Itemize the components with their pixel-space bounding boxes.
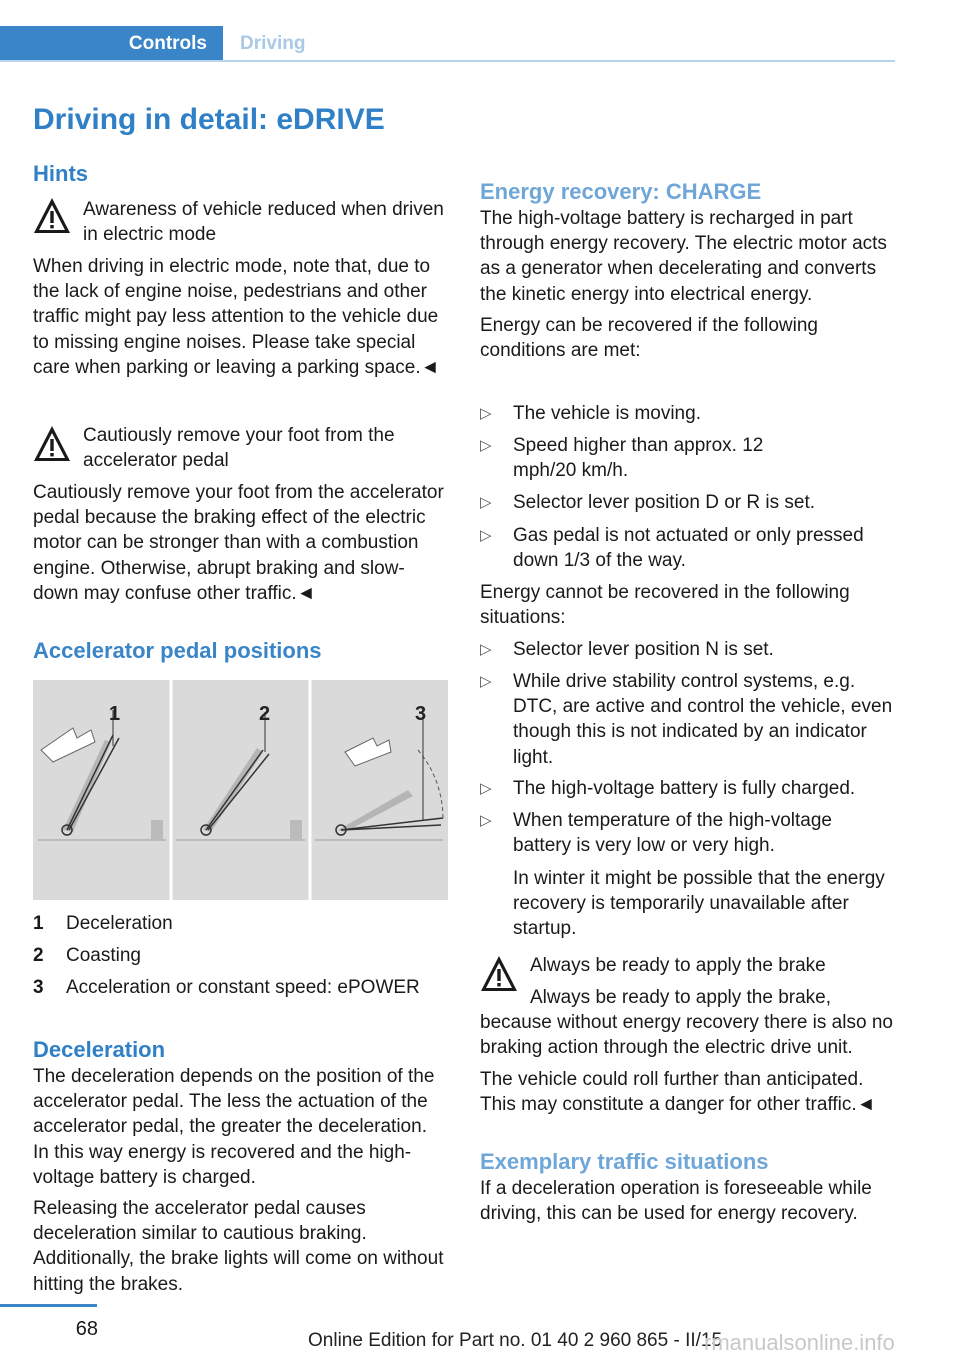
deceleration-heading: Deceleration xyxy=(33,1037,166,1062)
figure-label-2: 2 xyxy=(259,703,271,725)
tab-driving[interactable]: Driving xyxy=(240,33,306,54)
footer-rule xyxy=(0,1304,97,1307)
traffic-paragraph: If a deceleration operation is foreseeable while driving, this can be used for energy recovery. xyxy=(480,1178,872,1225)
traffic-heading: Exemplary traffic situations xyxy=(480,1149,769,1174)
deceleration-paragraph: Releasing the accelerator pedal causes deceleration similar to cautious braking. Additionally, the brake lights will come on without hitting the brakes. xyxy=(33,1198,444,1295)
figure-label-1: 1 xyxy=(109,703,121,725)
warning-triangle-icon xyxy=(32,196,72,236)
watermark: rmanualsonline.info xyxy=(704,1330,895,1355)
charge-heading: Energy recovery: CHARGE xyxy=(480,179,762,204)
charge-paragraph: Energy can be recovered if the following conditions are met: xyxy=(480,314,818,362)
page-title: Driving in detail: eDRIVE xyxy=(33,103,385,136)
header-rule xyxy=(0,60,895,62)
pedal-heading: Accelerator pedal positions xyxy=(33,638,322,663)
page-number: 68 xyxy=(75,1318,98,1340)
warning-body: When driving in electric mode, note that, due to the lack of engine noise, pedestrians and other traffic might pay less attention to the vehicle due to missing engine noises. Please take special care when parking or leaving a parking space.◄ xyxy=(33,256,440,378)
warning-body: Always be ready to apply the brake, because without energy recovery there is also no braking action through the electric drive unit. xyxy=(480,987,893,1059)
warning-title: Awareness of vehicle reduced when driven in electric mode xyxy=(83,199,444,246)
hints-heading: Hints xyxy=(33,161,88,186)
warning-title: Always be ready to apply the brake xyxy=(530,955,826,976)
tab-controls[interactable]: Controls xyxy=(0,26,223,62)
warning-title: Cautiously remove your foot from the accelerator pedal xyxy=(83,425,395,472)
charge-paragraph: The high-voltage battery is recharged in part through energy recovery. The electric motor acts as a generator when decelerating and converts the kinetic energy into electrical energy. xyxy=(480,208,887,305)
warning-triangle-icon xyxy=(32,424,72,464)
figure-label-3: 3 xyxy=(415,703,427,725)
footer-edition: Online Edition for Part no. 01 40 2 960 865 - II/15 xyxy=(308,1330,723,1351)
winter-note: In winter it might be possible that the energy recovery is temporarily unavailable after startup. xyxy=(513,868,885,940)
charge-paragraph: The vehicle could roll further than anticipated. This may constitute a danger for other traffic.◄ xyxy=(480,1068,876,1115)
deceleration-paragraph: The deceleration depends on the position of the accelerator pedal. The less the actuation of the accelerator pedal, the greater the deceleration. In this way energy is recovered and the high-voltage battery is charged. xyxy=(33,1066,435,1188)
warning-body: Cautiously remove your foot from the accelerator pedal because the braking effect of the electric motor can be stronger than with a combustion engine. Otherwise, abrupt braking and slow-down may confuse other traffic.◄ xyxy=(33,482,444,604)
charge-paragraph: Energy cannot be recovered in the following situations: xyxy=(480,582,850,629)
pedal-positions-figure xyxy=(33,680,448,900)
